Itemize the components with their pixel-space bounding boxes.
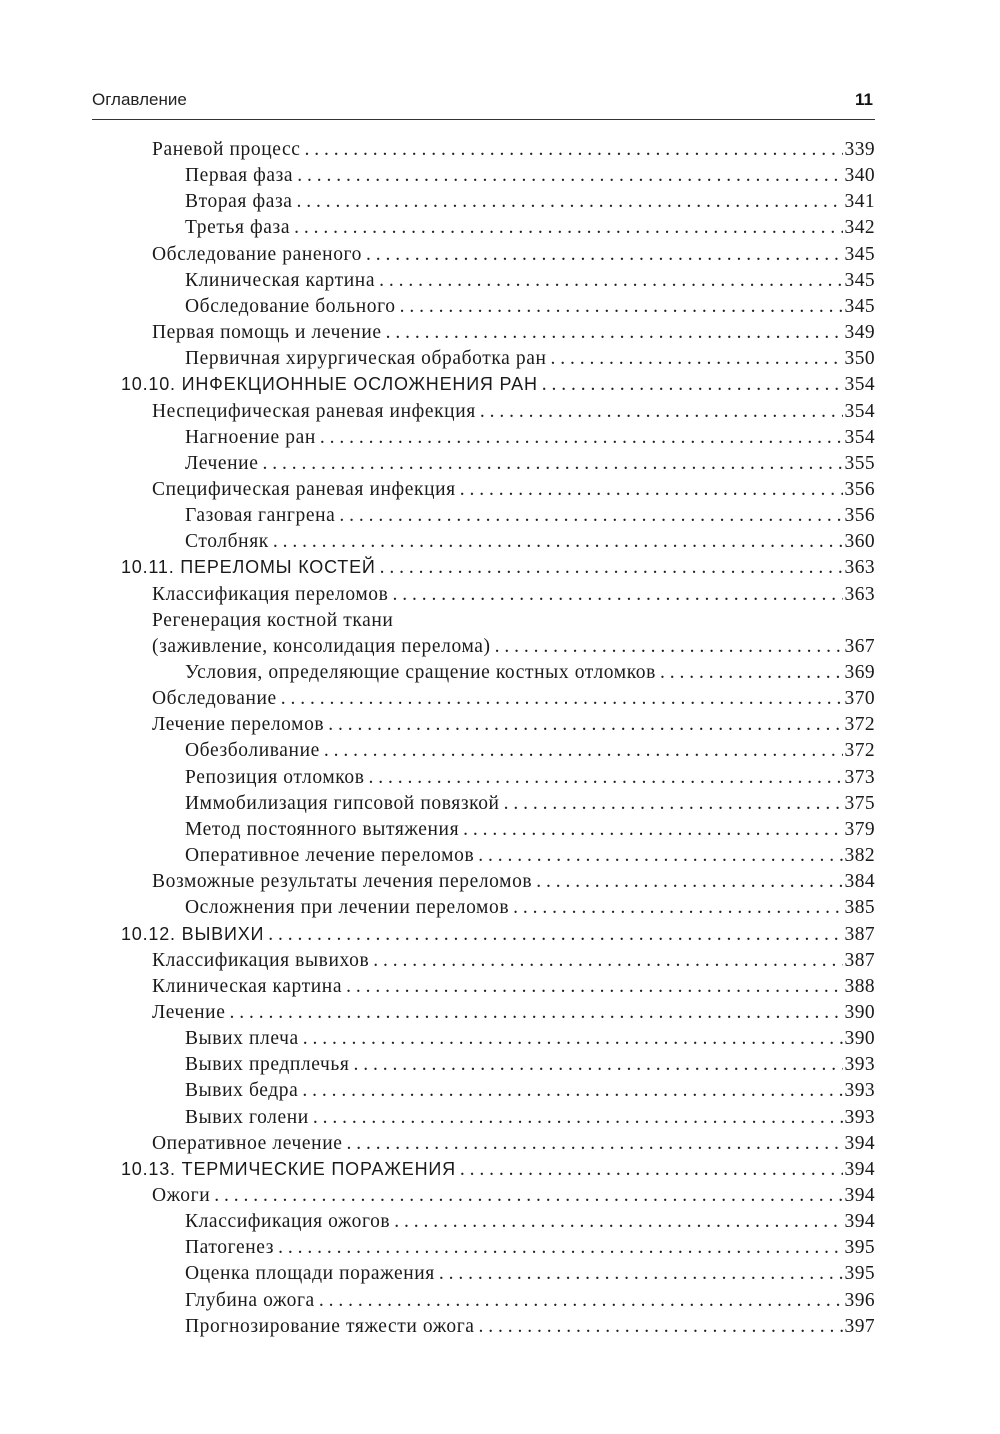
toc-dot-leader bbox=[536, 871, 842, 893]
running-header-title: Оглавление bbox=[92, 90, 187, 109]
toc-page-number: 394 bbox=[844, 1211, 875, 1233]
toc-dot-leader bbox=[346, 976, 842, 998]
toc-entry-label: Классификация переломов bbox=[152, 583, 389, 605]
toc-entry bbox=[152, 1002, 875, 1028]
toc-page-number: 373 bbox=[844, 766, 875, 788]
toc-entry-label: Условия, определяющие сращение костных отломков bbox=[185, 662, 656, 683]
toc-dot-leader bbox=[268, 924, 842, 946]
toc-entry bbox=[152, 610, 875, 636]
toc-entry bbox=[121, 374, 875, 400]
toc-entry bbox=[185, 1080, 875, 1106]
toc-entry bbox=[185, 165, 875, 191]
toc-entry bbox=[152, 688, 875, 714]
toc-entry bbox=[185, 1263, 875, 1289]
toc-page-number: 395 bbox=[844, 1263, 875, 1285]
toc-entry-label: Столбняк bbox=[185, 531, 269, 553]
toc-entry-label: Регенерация костной ткани bbox=[152, 609, 394, 631]
toc-dot-leader bbox=[366, 244, 843, 266]
toc-page-number: 396 bbox=[844, 1289, 875, 1311]
toc-page-number: 345 bbox=[844, 243, 875, 265]
toc-page-number: 393 bbox=[844, 1106, 875, 1128]
toc-dot-leader bbox=[369, 767, 843, 789]
toc-dot-leader bbox=[303, 1028, 843, 1050]
toc-entry bbox=[152, 139, 875, 165]
toc-page-number: 363 bbox=[844, 583, 875, 605]
toc-entry-label: Метод постоянного вытяжения bbox=[185, 818, 460, 840]
toc-entry-label: Обследование bbox=[152, 688, 277, 710]
toc-entry bbox=[185, 1290, 875, 1316]
toc-entry-label: Классификация вывихов bbox=[152, 949, 370, 971]
toc-entry-label: (заживление, консолидация перелома) bbox=[152, 635, 491, 657]
toc-entry bbox=[185, 1316, 875, 1342]
toc-dot-leader bbox=[460, 1159, 843, 1181]
toc-entry bbox=[185, 662, 875, 688]
toc-dot-leader bbox=[373, 950, 842, 972]
toc-entry bbox=[185, 531, 875, 557]
toc-entry-label: Обследование раненого bbox=[152, 243, 363, 265]
toc-entry-label: Возможные результаты лечения переломов bbox=[152, 871, 533, 893]
toc-dot-leader bbox=[386, 322, 843, 344]
toc-page-number: 394 bbox=[844, 1158, 875, 1180]
toc-page-number: 350 bbox=[844, 348, 875, 370]
toc-entry-label: Ожоги bbox=[152, 1185, 211, 1206]
header-rule bbox=[92, 119, 875, 120]
toc-page-number: 354 bbox=[844, 426, 875, 448]
toc-entry bbox=[185, 819, 875, 845]
toc-page-number: 390 bbox=[844, 1028, 875, 1050]
toc-entry-label: Лечение переломов bbox=[152, 714, 325, 736]
toc-page-number: 340 bbox=[844, 165, 875, 187]
toc-entry-label: Оперативное лечение bbox=[152, 1132, 343, 1154]
toc-entry bbox=[121, 557, 875, 583]
toc-entry-label: Газовая гангрена bbox=[185, 505, 336, 527]
toc-entry bbox=[185, 1028, 875, 1054]
toc-page-number: 384 bbox=[844, 871, 875, 893]
toc-dot-leader bbox=[281, 688, 843, 710]
toc-page-number: 394 bbox=[844, 1132, 875, 1154]
toc-entry bbox=[185, 767, 875, 793]
toc-entry-label: Третья фаза bbox=[185, 217, 291, 239]
toc-dot-leader bbox=[513, 897, 842, 919]
toc-dot-leader bbox=[480, 401, 843, 423]
toc-entry-label: Специфическая раневая инфекция bbox=[152, 478, 456, 500]
toc-dot-leader bbox=[478, 845, 842, 867]
toc-entry-label: Осложнения при лечении переломов bbox=[185, 897, 510, 919]
page-number: 11 bbox=[855, 90, 873, 109]
toc-entry bbox=[185, 453, 875, 479]
toc-entry-label: Неспецифическая раневая инфекция bbox=[152, 400, 476, 422]
toc-entry bbox=[185, 348, 875, 374]
toc-dot-leader bbox=[294, 217, 842, 239]
toc-section-title: 10.11. ПЕРЕЛОМЫ КОСТЕЙ bbox=[121, 557, 376, 578]
toc-dot-leader bbox=[313, 1107, 843, 1129]
toc-entry-label: Первая фаза bbox=[185, 165, 294, 187]
toc-entry-label: Оперативное лечение переломов bbox=[185, 845, 475, 867]
toc-dot-leader bbox=[324, 740, 843, 762]
toc-page-number: 349 bbox=[844, 322, 875, 344]
toc-page-number: 372 bbox=[844, 740, 875, 762]
toc-entry-label: Клиническая картина bbox=[152, 975, 343, 997]
toc-dot-leader bbox=[214, 1185, 842, 1207]
toc-entry bbox=[152, 322, 875, 348]
toc-page-number: 382 bbox=[844, 845, 875, 867]
toc-dot-leader bbox=[380, 557, 843, 579]
toc-dot-leader bbox=[394, 1211, 842, 1233]
toc-entry-label: Классификация ожогов bbox=[185, 1211, 391, 1233]
toc-page-number: 370 bbox=[844, 688, 875, 710]
toc-page-number: 369 bbox=[844, 662, 875, 683]
toc-page-number: 354 bbox=[844, 374, 875, 396]
toc-entry-label: Вывих плеча bbox=[185, 1028, 299, 1050]
toc-dot-leader bbox=[460, 479, 843, 501]
toc-page-number: 393 bbox=[844, 1080, 875, 1102]
toc-page-number: 345 bbox=[844, 269, 875, 291]
toc-entry bbox=[185, 793, 875, 819]
toc-section-title: 10.13. ТЕРМИЧЕСКИЕ ПОРАЖЕНИЯ bbox=[121, 1158, 456, 1179]
toc-page-number: 379 bbox=[844, 818, 875, 840]
toc-entry-label: Патогенез bbox=[185, 1237, 275, 1259]
toc-entry bbox=[152, 401, 875, 427]
toc-dot-leader bbox=[504, 793, 843, 815]
toc-entry bbox=[152, 1185, 875, 1211]
toc-entry bbox=[185, 1107, 875, 1133]
toc-entry-label: Лечение bbox=[185, 452, 259, 474]
toc-dot-leader bbox=[660, 662, 843, 684]
toc-entry-label: Глубина ожога bbox=[185, 1289, 315, 1311]
toc-entry-label: Первая помощь и лечение bbox=[152, 322, 382, 344]
toc-entry-label: Иммобилизация гипсовой повязкой bbox=[185, 792, 500, 814]
running-header bbox=[92, 88, 875, 118]
toc-page-number: 395 bbox=[844, 1237, 875, 1259]
toc-entry-label: Первичная хирургическая обработка ран bbox=[185, 348, 547, 370]
toc-entry bbox=[185, 1237, 875, 1263]
toc-dot-leader bbox=[392, 584, 842, 606]
toc-dot-leader bbox=[551, 348, 843, 370]
toc-entry bbox=[185, 845, 875, 871]
toc-page-number: 363 bbox=[844, 557, 875, 579]
toc-section-title: 10.12. ВЫВИХИ bbox=[121, 923, 265, 944]
toc-page-number: 356 bbox=[844, 478, 875, 500]
toc-entry-label: Обследование больного bbox=[185, 295, 396, 317]
toc-entry-label: Вывих бедра bbox=[185, 1080, 299, 1102]
toc-entry bbox=[152, 1133, 875, 1159]
toc-dot-leader bbox=[262, 453, 842, 475]
toc-dot-leader bbox=[297, 165, 842, 187]
toc-dot-leader bbox=[302, 1080, 842, 1102]
toc-entry bbox=[185, 505, 875, 531]
toc-dot-leader bbox=[542, 374, 843, 396]
toc-dot-leader bbox=[495, 636, 843, 658]
toc-entry-label: Обезболивание bbox=[185, 740, 320, 762]
toc-page-number: 341 bbox=[844, 191, 875, 213]
toc-entry bbox=[185, 427, 875, 453]
toc-entry-label: Вывих предплечья bbox=[185, 1054, 350, 1076]
toc-entry bbox=[185, 217, 875, 243]
toc-entry-label: Вывих голени bbox=[185, 1106, 309, 1128]
toc-entry-label: Раневой процесс bbox=[152, 139, 301, 160]
toc-page-number: 393 bbox=[844, 1054, 875, 1076]
toc-dot-leader bbox=[346, 1133, 842, 1155]
toc-entry bbox=[121, 1159, 875, 1185]
toc-entry bbox=[185, 1054, 875, 1080]
toc-dot-leader bbox=[278, 1237, 842, 1259]
toc-page-number: 342 bbox=[844, 217, 875, 239]
toc-dot-leader bbox=[319, 1290, 843, 1312]
toc-entry bbox=[152, 871, 875, 897]
toc-page-number: 387 bbox=[844, 949, 875, 971]
toc-page-number: 390 bbox=[844, 1001, 875, 1023]
toc-entry bbox=[185, 296, 875, 322]
toc-dot-leader bbox=[305, 139, 843, 161]
toc-entry bbox=[185, 897, 875, 923]
toc-entry bbox=[185, 740, 875, 766]
toc-dot-leader bbox=[320, 427, 843, 449]
toc-page-number: 354 bbox=[844, 400, 875, 422]
toc-entry bbox=[121, 924, 875, 950]
toc-entry bbox=[185, 270, 875, 296]
toc-dot-leader bbox=[400, 296, 843, 318]
toc-entry-label: Прогнозирование тяжести ожога bbox=[185, 1315, 475, 1337]
toc-entry bbox=[185, 1211, 875, 1237]
toc-dot-leader bbox=[229, 1002, 842, 1024]
toc-entry-label: Репозиция отломков bbox=[185, 766, 365, 788]
toc-page-number: 375 bbox=[844, 792, 875, 814]
toc-dot-leader bbox=[297, 191, 843, 213]
toc-entry-label: Нагноение ран bbox=[185, 426, 316, 448]
toc-page-number: 372 bbox=[844, 714, 875, 736]
toc-page-number: 385 bbox=[844, 897, 875, 919]
toc-dot-leader bbox=[328, 714, 842, 736]
toc-entry-label: Вторая фаза bbox=[185, 191, 293, 213]
toc-page-number: 397 bbox=[844, 1315, 875, 1337]
toc-dot-leader bbox=[339, 505, 842, 527]
toc-entry bbox=[152, 584, 875, 610]
toc-page-number: 387 bbox=[844, 923, 875, 945]
toc-section-title: 10.10. ИНФЕКЦИОННЫЕ ОСЛОЖНЕНИЯ РАН bbox=[121, 374, 538, 395]
toc-entry bbox=[152, 950, 875, 976]
toc-dot-leader bbox=[479, 1316, 843, 1338]
toc-page-number: 367 bbox=[844, 635, 875, 657]
toc-entry-label: Оценка площади поражения bbox=[185, 1263, 435, 1285]
toc-page-number: 345 bbox=[844, 295, 875, 317]
toc-page-number: 355 bbox=[844, 452, 875, 474]
toc-entry bbox=[152, 479, 875, 505]
toc-dot-leader bbox=[463, 819, 842, 841]
toc-entry bbox=[152, 636, 875, 662]
toc-entry-label: Лечение bbox=[152, 1001, 226, 1023]
toc-entry bbox=[152, 714, 875, 740]
toc-dot-leader bbox=[439, 1263, 843, 1285]
toc-dot-leader bbox=[354, 1054, 843, 1076]
toc-page-number: 360 bbox=[844, 531, 875, 553]
toc-entry bbox=[185, 191, 875, 217]
toc-page-number: 394 bbox=[844, 1185, 875, 1206]
toc-page-number: 339 bbox=[844, 139, 875, 160]
toc-entry bbox=[152, 244, 875, 270]
toc-dot-leader bbox=[273, 531, 843, 553]
toc-dot-leader bbox=[379, 270, 842, 292]
toc-page-number: 388 bbox=[844, 975, 875, 997]
toc-page-number: 356 bbox=[844, 505, 875, 527]
toc-entry bbox=[152, 976, 875, 1002]
toc-entry-label: Клиническая картина bbox=[185, 269, 376, 291]
